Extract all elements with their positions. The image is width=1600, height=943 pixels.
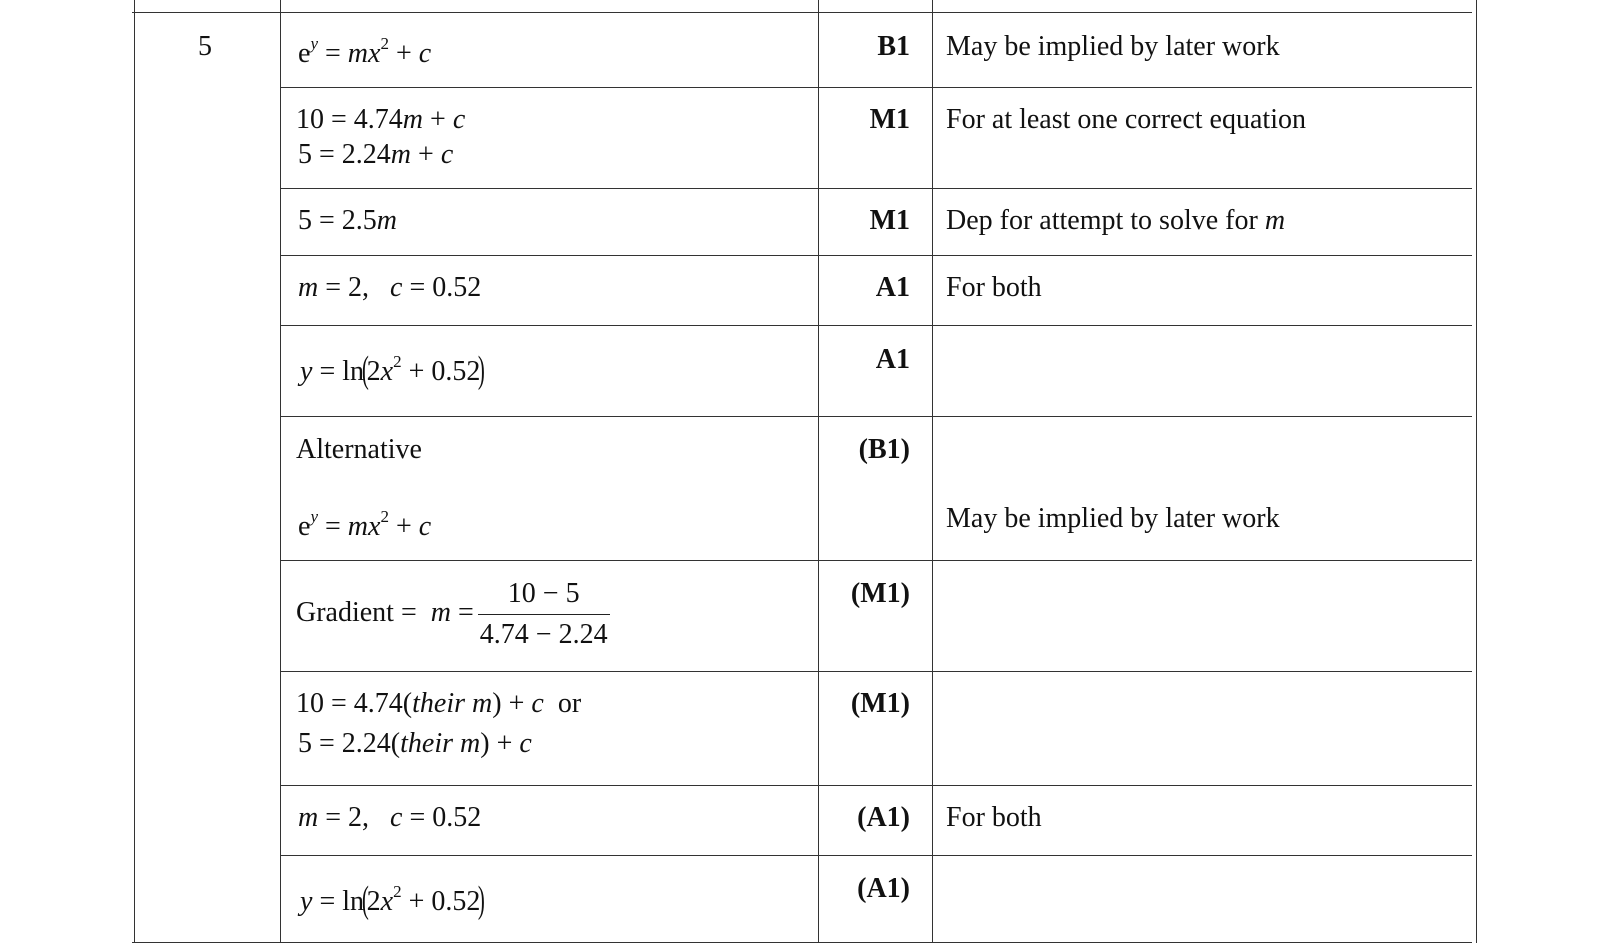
answer-equation: $e^y = mx^2 + c$ bbox=[298, 34, 432, 69]
answer-equation: 10 = 4.74(their m) + c or bbox=[296, 688, 582, 719]
alternative-label: Alternative bbox=[296, 434, 422, 465]
row-border bbox=[280, 87, 1472, 88]
mark-code: B1 bbox=[877, 31, 910, 62]
guidance-note: For both bbox=[946, 272, 1042, 303]
row-border bbox=[280, 255, 1472, 256]
mark-code: M1 bbox=[869, 205, 910, 236]
row-border bbox=[280, 325, 1472, 326]
answer-equation: m = 2, c = 0.52 bbox=[298, 272, 482, 303]
answer-equation: $e^y = mx^2 + c$ bbox=[298, 507, 432, 542]
row-border bbox=[280, 560, 1472, 561]
column-border bbox=[1476, 0, 1477, 943]
guidance-note: For at least one correct equation bbox=[946, 104, 1306, 135]
gradient-fraction: $\frac{10 - 5}{4.74 - 2.24}$ bbox=[479, 578, 608, 650]
answer-equation: $y = \ln(2x^2 + 0.52)$ bbox=[300, 879, 486, 921]
mark-code: (B1) bbox=[858, 434, 910, 465]
guidance-note: Dep for attempt to solve for m bbox=[946, 205, 1286, 236]
row-border bbox=[280, 188, 1472, 189]
answer-equation: 10 = 4.74m + c bbox=[296, 104, 466, 135]
answer-equation: 5 = 2.5m bbox=[298, 205, 398, 236]
column-border bbox=[932, 0, 933, 943]
mark-code: (A1) bbox=[857, 802, 910, 833]
mark-code: (M1) bbox=[850, 688, 910, 719]
row-border bbox=[280, 416, 1472, 417]
column-border bbox=[134, 0, 135, 943]
mark-code: (A1) bbox=[857, 873, 910, 904]
gradient-equation: Gradient = m = $\frac{10 - 5}{4.74 - 2.24}$ bbox=[296, 578, 608, 650]
column-border bbox=[280, 0, 281, 943]
row-border bbox=[132, 12, 1472, 13]
answer-equation: $y = \ln(2x^2 + 0.52)$ bbox=[300, 349, 486, 391]
guidance-note: May be implied by later work bbox=[946, 31, 1280, 62]
answer-equation: 5 = 2.24m + c bbox=[298, 139, 454, 170]
question-number: 5 bbox=[198, 31, 212, 62]
mark-code: A1 bbox=[875, 344, 910, 375]
mark-code: (M1) bbox=[850, 578, 910, 609]
answer-equation: 5 = 2.24(their m) + c bbox=[298, 728, 532, 759]
guidance-note: May be implied by later work bbox=[946, 503, 1280, 534]
answer-equation: m = 2, c = 0.52 bbox=[298, 802, 482, 833]
row-border bbox=[280, 855, 1472, 856]
mark-code: A1 bbox=[875, 272, 910, 303]
row-border bbox=[280, 671, 1472, 672]
row-border bbox=[280, 785, 1472, 786]
mark-code: M1 bbox=[869, 104, 910, 135]
guidance-note: For both bbox=[946, 802, 1042, 833]
